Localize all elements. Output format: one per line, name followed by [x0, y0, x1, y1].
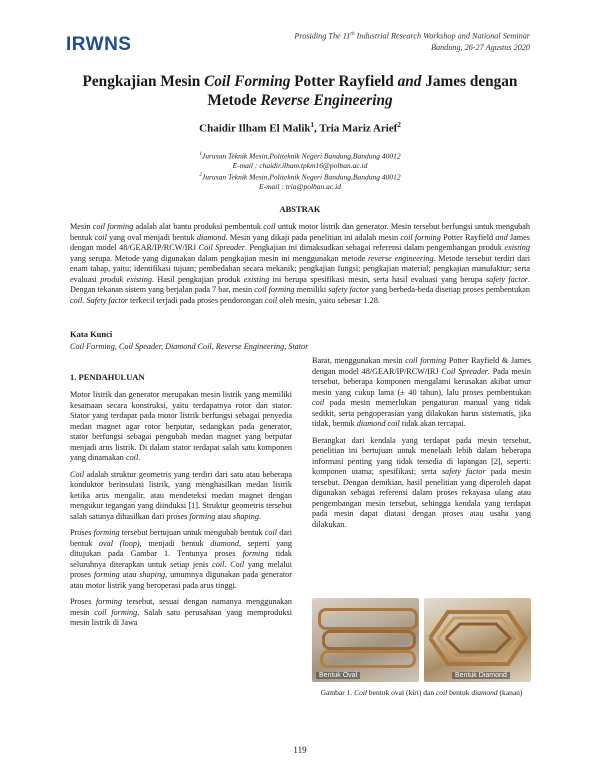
text: atau	[215, 511, 234, 521]
term: shaping	[233, 511, 259, 521]
figure-caption	[312, 688, 531, 698]
term: coil	[212, 559, 225, 569]
abstract-term: coil forming	[400, 232, 441, 242]
abstract-text: ini berupa spesifikasi mesin, serta hasil evaluasi yang berupa	[269, 274, 486, 284]
term: coil forming	[94, 607, 138, 617]
text: Proses	[70, 597, 96, 606]
running-header	[230, 29, 530, 53]
caption-text: Gambar 1.	[320, 688, 355, 697]
abstract-term: coil	[94, 232, 107, 242]
term: oval (loop)	[98, 538, 140, 548]
abstract-term: safety factor	[485, 274, 528, 284]
header-line2: Bandung, 26-27 Agustus 2020	[430, 42, 530, 52]
section-heading: 1. PENDAHULUAN	[70, 372, 145, 382]
author-2: Tria Mariz Arief	[319, 122, 398, 135]
text: . Salah satu perusahaan yang memproduksi mesin listrik di Jawa	[70, 607, 292, 627]
abstract-text: . Mesin yang dikaji pada penelitian ini adalah mesin	[225, 232, 401, 242]
abstract-text: terkecil terjadi pada proses pendorongan	[127, 295, 265, 305]
paragraph	[312, 356, 531, 430]
text: , umumnya digunakan pada generator atau motor listrik yang beroperasi pada arus tinggi.	[70, 570, 293, 590]
title-part: Coil Forming	[204, 73, 291, 90]
abstract-text: yang serupa. Metode yang digunakan dalam pengkajian mesin ini menggunakan metode	[70, 253, 368, 263]
caption-text: bentuk oval (kiri) dan	[367, 688, 436, 697]
page-number: 119	[293, 745, 307, 755]
term: forming	[93, 528, 120, 537]
abstract-body	[70, 222, 530, 306]
term: Coil	[70, 469, 85, 479]
paper-title	[60, 72, 540, 110]
author-separator: ,	[314, 122, 320, 135]
term: Coil Spreader	[441, 366, 488, 376]
conference-logo	[66, 34, 166, 56]
title-part: and	[397, 73, 422, 90]
text: dari bentuk	[70, 528, 292, 548]
header-line1-b: Industrial Research Workshop and National Seminar	[354, 31, 530, 41]
text: tidak seluruhnya diterapkan untuk setiap jenis	[70, 549, 292, 569]
abstract-term: coil forming	[254, 285, 295, 294]
abstract-term: coil	[70, 295, 83, 305]
caption-term: Coil	[354, 688, 368, 697]
abstract-term: coil	[263, 222, 276, 231]
figure-label-right: Bentuk Diamond	[452, 672, 510, 679]
author-2-sup: 2	[397, 121, 401, 129]
abstract-text: . Dengan tekanan sistem yang berjalan pada 7 bar, mesin	[70, 274, 531, 294]
title-part: James dengan Metode	[207, 73, 518, 109]
abstract-text: . Metode tersebut terdiri dari enam tahap, yaitu; identifikasi tujuan; pembedahan secara mekanik; pengkajian fungsi; pengkajian material; pengkajian manufaktur; serta evaluasi	[70, 253, 530, 284]
text: Proses	[70, 528, 94, 537]
header-line1-a: Prosiding The 11	[294, 31, 351, 41]
abstract-term: Coil Spreader	[198, 243, 245, 252]
abstract-term: diamond	[196, 232, 226, 242]
paragraph	[70, 528, 292, 591]
header-sup: th	[350, 31, 355, 37]
affil-sup: 1	[199, 152, 202, 157]
text: , seperti yang ditujukan pada Gambar 1. Tentunya proses	[70, 538, 292, 558]
caption-term: diamond	[471, 688, 498, 697]
text: .	[258, 511, 262, 521]
abstract-term: safety factor	[328, 285, 370, 294]
term: forming	[93, 570, 120, 579]
abstract-term: Safety factor	[86, 295, 128, 305]
abstract-term: reverse engineering	[367, 253, 434, 263]
paragraph	[312, 436, 531, 531]
figure-1	[312, 598, 531, 682]
abstract-text: .	[82, 295, 87, 305]
oval-coil-photo	[312, 598, 419, 682]
abstract-term: and	[495, 232, 508, 242]
abstract-text: Potter Rayfield	[440, 232, 496, 242]
text: atau	[119, 570, 140, 579]
text: tersebut, sesuai dengan namanya menggunakan mesin	[70, 597, 292, 617]
title-part: Reverse Engineering	[260, 92, 393, 109]
text: .	[224, 559, 231, 569]
text: pada mesin tersebut. Dengan demikian, hasil penelitian yang diperoleh dapat digunakan sebagai referensi dalam proses rekayasa ulang atau pengembangan mesin tersebut, sehingga kendala yang terdapat pada mesin dapat diatasi dengan proses atau usaha yang dilakukan.	[312, 467, 532, 529]
keywords-list: Coil Forming, Coil Speader, Diamond Coil, Reverse Engineering, Stator	[70, 342, 309, 351]
term: shaping	[139, 570, 166, 579]
term: Coil	[230, 559, 245, 569]
term: coil	[312, 398, 325, 407]
abstract-text: . Hasil pengkajian produk	[151, 274, 244, 284]
caption-text: bentuk	[447, 688, 472, 697]
title-part: Pengkajian Mesin	[82, 73, 205, 90]
term: forming	[242, 549, 269, 558]
abstract-heading: ABSTRAK	[279, 204, 321, 214]
left-column	[70, 390, 292, 635]
caption-text: (kanan)	[497, 688, 523, 697]
text: adalah struktur geometris yang terdiri dari satu atau beberapa konduktor berinsulasi listrik, yang menghasilkan medan listrik ketika arus mengalir, atau mendeteksi medan magnet dengan mengukur tegangan yang diinduksi [1]. Struktur geometris tersebut salah satunya dihasilkan dari proses	[70, 469, 292, 521]
term: coil	[264, 528, 278, 537]
text: , menjadi bentuk	[139, 538, 211, 548]
abstract-text: Mesin	[70, 222, 93, 231]
abstract-text: untuk motor listrik dan generator. Mesin tersebut berfungsi untuk mengubah bentuk	[70, 222, 530, 242]
text: Potter Rayfield & James dengan model 48/GEAR/IP/RCW/IRJ	[312, 356, 531, 376]
term: forming	[189, 511, 216, 521]
figure-label-left: Bentuk Oval	[316, 672, 360, 679]
abstract-term: coil forming	[92, 222, 134, 231]
term: safety factor	[441, 467, 486, 476]
paragraph	[70, 597, 292, 629]
abstract-term: coil	[264, 295, 278, 305]
term: coil	[125, 453, 139, 462]
text: . Pada mesin tersebut, beberapa komponen mengalami kerusakan akibat umur mesin yang cukup lama (± 40 tahun), lalu proses pembentukan	[312, 366, 531, 397]
coil-shape	[322, 630, 416, 650]
text: Motor listrik dan generator merupakan mesin listrik yang memiliki kesamaan secara konstruksi, yaitu terdapatnya rotor dan stator. Stator yang terdapat pada motor listrik berfungsi sebagai penyedia medan magnet agar rotor berputar, sedangkan pada generator, stator berfungsi sebagai pengubah medan magnet yang berputar menjadi arus listrik. Di dalam stator terdapat salah satu komponen yang dinamakan	[70, 390, 292, 462]
abstract-term: produk existing	[100, 274, 152, 284]
term: coil forming	[405, 356, 447, 365]
affil-email: E-mail : chaidir.ilham.tpkm16@polban.ac.id	[232, 161, 368, 170]
abstract-text: oleh mesin, yaitu sebesar 1.28.	[277, 295, 380, 305]
text: pada mesin memerlukan pengaturan manual yang tidak sedikit, serta pengoperasian yang dilakukan harus sistematis, jika tidak, bentuk	[312, 398, 531, 428]
author-list	[60, 121, 540, 135]
author-1: Chaidir Ilham El Malik	[199, 122, 311, 135]
affil-dept: Jurusan Teknik Mesin,Politeknik Negeri Bandung,Bandung 40012	[201, 172, 401, 181]
author-1-sup: 1	[310, 121, 315, 129]
abstract-text: James dengan model 48/GEAR/IP/RCW/IRJ	[70, 232, 530, 252]
text: Berangkat dari kendala yang terdapat pada mesin tersebut, penelitian ini bertujuan untuk menelaah lebih dalam beberapa informasi penting yang tidak tersedia di lapangan [2], seperti: komponen utama; spesifikasi; serta	[312, 435, 531, 476]
text: yang melalui proses	[70, 559, 292, 579]
right-column	[312, 356, 531, 536]
abstract-term: existing	[243, 274, 270, 284]
term: forming	[95, 597, 122, 606]
affil-email: E-mail : tria@polban.ac.id	[259, 181, 341, 191]
abstract-text: yang berbeda-beda disetiap proses pembentukan	[369, 285, 530, 294]
coil-shape	[320, 650, 416, 668]
diamond-coil-drawing	[424, 598, 531, 682]
text: tersebut bertujuan untuk mengubah bentuk	[119, 528, 265, 537]
text: .	[138, 453, 141, 462]
affil-sup: 2	[199, 172, 202, 178]
paragraph	[70, 390, 292, 464]
keywords-heading: Kata Kunci	[70, 329, 113, 339]
text: Barat, menggunakan mesin	[312, 356, 406, 365]
diamond-coil-photo	[424, 598, 531, 682]
term: diamond	[210, 538, 239, 548]
logo-text: IRWNS	[66, 34, 132, 55]
abstract-text: adalah alat bantu produksi pembentuk	[133, 222, 264, 231]
term: diamond coil	[356, 419, 400, 428]
affil-dept: Jurusan Teknik Mesin,Politeknik Negeri Bandung,Bandung 40012	[201, 151, 401, 161]
abstract-text: memiliki	[294, 285, 329, 294]
paragraph	[70, 470, 292, 523]
coil-shape	[318, 608, 418, 630]
abstract-text: yang oval menjadi bentuk	[106, 232, 197, 242]
affiliations	[60, 150, 540, 191]
text: tidak akan tercapai.	[399, 419, 466, 428]
abstract-term: existing	[504, 243, 530, 252]
caption-term: coil	[435, 688, 448, 697]
abstract-text: . Pengkajian ini dimaksudkan sebagai referensi dalam pengembangan produk	[244, 243, 505, 252]
title-part: Potter Rayfield	[290, 73, 398, 90]
